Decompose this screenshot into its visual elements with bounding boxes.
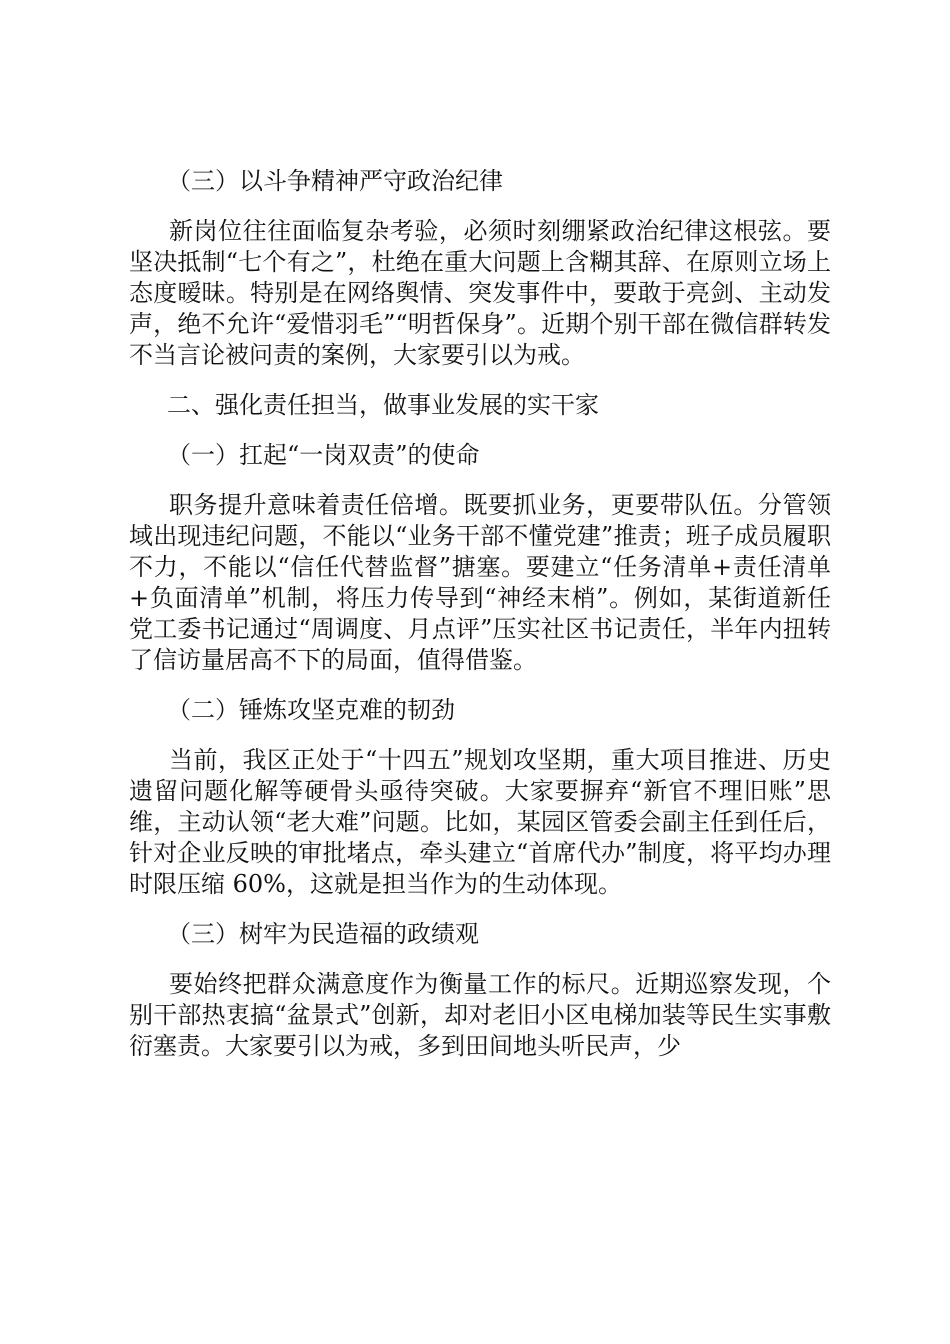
subheading-2-tackling-difficulties: （二）锤炼攻坚克难的韧劲 bbox=[167, 696, 455, 724]
paragraph-dual-responsibility: 职务提升意味着责任倍增。既要抓业务，更要带队伍。分管领域出现违纪问题，不能以“业务干部不懂党建”推责；班子成员履职不力，不能以“信任代替监督”搪塞。要建立“任务清单+责任清单+负面清单”机制，将压力传导到“神经末梢”。例如，某街道新任党工委书记通过“周调度、月点评”压实社区书记责任，半年内扭转了信访量居高不下的局面，值得借鉴。 bbox=[129, 491, 831, 674]
paragraph-political-discipline: 新岗位往往面临复杂考验，必须时刻绷紧政治纪律这根弦。要坚决抵制“七个有之”，杜绝在重大问题上含糊其辞、在原则立场上态度暧昧。特别是在网络舆情、突发事件中，要敢于亮剑、主动发声，绝不允许“爱惜羽毛”“明哲保身”。近期个别干部在微信群转发不当言论被问责的案例，大家要引以为戒。 bbox=[129, 217, 831, 369]
subheading-1-dual-responsibility: （一）扛起“一岗双责”的使命 bbox=[167, 441, 480, 469]
subheading-3-political-discipline: （三）以斗争精神严守政治纪律 bbox=[167, 167, 503, 195]
document-body bbox=[129, 166, 831, 1081]
paragraph-tackling-difficulties: 当前，我区正处于“十四五”规划攻坚期，重大项目推进、历史遗留问题化解等硬骨头亟待突破。大家要摒弃“新官不理旧账”思维，主动认领“老大难”问题。比如，某园区管委会副主任到任后，针对企业反映的审批堵点，牵头建立“首席代办”制度，将平均办理时限压缩 60%，这就是担当作为的生动体现。 bbox=[129, 746, 831, 898]
section-heading-2-responsibility: 二、强化责任担当，做事业发展的实干家 bbox=[167, 391, 599, 419]
subheading-3-performance-view: （三）树牢为民造福的政绩观 bbox=[167, 920, 479, 948]
paragraph-performance-view: 要始终把群众满意度作为衡量工作的标尺。近期巡察发现，个别干部热衷搞“盆景式”创新，却对老旧小区电梯加装等民生实事敷衍塞责。大家要引以为戒，多到田间地头听民声，少 bbox=[129, 970, 831, 1060]
